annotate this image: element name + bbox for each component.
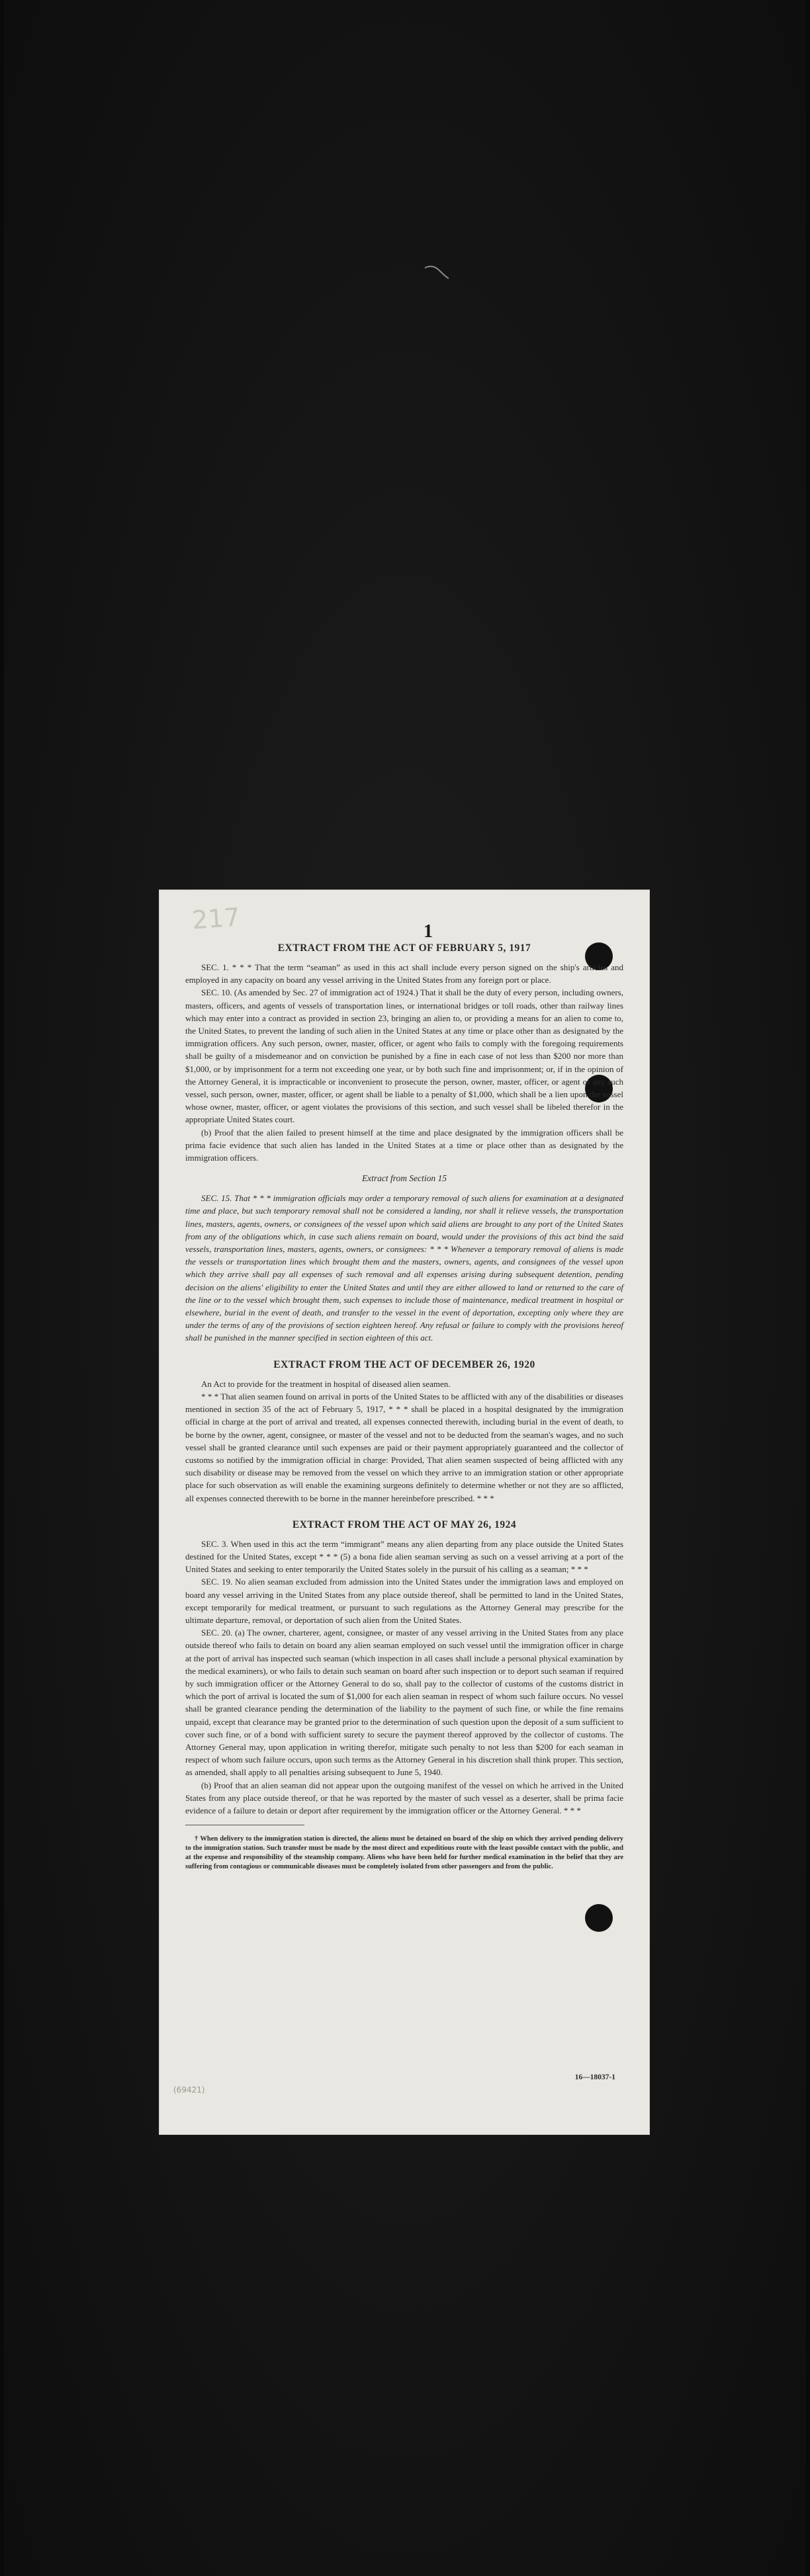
print-code: 16—18037-1 [574,2073,615,2081]
paragraph: * * * That alien seamen found on arrival in ports of the United States to be afflicted with any of the disabilities or diseases mentioned in section 35 of the act of February 5, 1917, * * * shall be placed in a hospital designated by the immigration official in charge at the port of arrival and treated, all expenses connected therewith, including burial in the event of death, to be borne by the owner, agent, consignee, or master of the vessel and not to be deducted from the seaman's wages, and no such vessel shall be granted clearance until such expenses are paid or their payment appropriately guaranteed and the collector of customs so notified by the immigration official in charge: Provided, That alien seamen suspected of being afflicted with any such disability or disease may be removed from the vessel on which they arrive to an immigration station or other appropriate place for such observation as will enable the examining surgeons definitely to determine whether or not they are so afflicted, all expenses connected therewith to be borne in the manner hereinbefore prescribed. * * * [185,1391,623,1503]
section-gap [185,1345,623,1359]
document-page [159,890,650,2135]
paragraph: (b) Proof that an alien seaman did not appear upon the outgoing manifest of the vessel on which he arrived in the United States from any place outside thereof, or that he was reported by the master of such vessel as a deserter, shall be prima facie evidence of a failure to detain or deport after requirement by the immigration officer or the Attorney General. * * * [185,1780,623,1815]
handwritten-page-number: 217 [191,902,241,935]
paragraph: SEC. 1. * * * That the term “seaman” as used in this act shall include every person signed on the ship's articles and employed in any capacity on board any vessel arriving in the United States from any foreign port or place. [185,962,623,985]
paragraph: SEC. 20. (a) The owner, charterer, agent, consignee, or master of any vessel arriving in the United States from any place outside thereof who fails to detain on board any alien seaman employed on such vessel until the immigration officer in charge at the port of arrival has inspected such seaman (which inspection in all cases shall include a personal physical examination by the medical examiners), or who fails to detain such seaman on board after such inspection or to deport such seaman if required by such immigration officer or the Attorney General to do so, shall pay to the collector of customs of the customs district in which the port of arrival is located the sum of $1,000 for each alien seaman in respect of whom such failure occurs. No vessel shall be granted clearance pending the determination of the liability to the payment of such fine, or while the fine remains unpaid, except that clearance may be granted prior to the determination of such question upon the deposit of a sum sufficient to cover such fine, or of a bond with sufficient surety to secure the payment thereof approved by the collector of customs. The Attorney General may, upon application in writing therefor, mitigate such penalty to not less than $200 for each seaman in respect of whom such failure occurs, upon such terms as the Attorney General in his discretion shall think proper. This section, as amended, shall apply to all penalties arising subsequent to June 5, 1940. [185,1628,623,1778]
section-subheading: Extract from Section 15 [361,1173,447,1184]
film-edge-left [0,0,4,2576]
document-text [185,942,623,1872]
section-heading: EXTRACT FROM THE ACT OF MAY 26, 1924 [292,1518,517,1530]
section-gap [185,1505,623,1519]
section-heading: EXTRACT FROM THE ACT OF FEBRUARY 5, 1917 [277,942,531,954]
paragraph: SEC. 3. When used in this act the term “immigrant” means any alien departing from any place outside the United States destined for the United States, except * * * (5) a bona fide alien seaman serving as such on a vessel arriving at a port of the United States and seeking to enter temporarily the United States solely in the pursuit of his calling as a seaman; * * * [185,1538,623,1575]
film-edge-right [806,0,810,2576]
punch-hole [585,1904,613,1932]
folio-mark: 1 [424,921,433,942]
paragraph: (b) Proof that the alien failed to present himself at the time and place designated by the immigration officers shall be prima facie evidence that such alien has landed in the United States at a time or place other than as designated by the immigration officers. [185,1127,623,1163]
footnote: † When delivery to the immigration station is directed, the aliens must be detained on board of the ship on which they arrived pending delivery to the immigration station. Such transfer must be made by the most direct and expeditious route with the least possible contact with the public, and at the expense and responsibility of the steamship company. Aliens who have been held for further medical examination in the belief that they are suffering from contagious or communicable diseases must be completely isolated from other passengers and from the public. [185,1835,623,1871]
paragraph: An Act to provide for the treatment in hospital of diseased alien seamen. [201,1378,451,1389]
paragraph: SEC. 19. No alien seaman excluded from admission into the United States under the immigration laws and employed on board any vessel arriving in the United States from any place outside thereof, shall be permitted to land in the United States, except temporarily for medical treatment, or pursuant to such regulations as the Attorney General may prescribe for the ultimate departure, removal, or deportation of such alien from the United States. [185,1577,623,1625]
pencil-note: (69421) [173,2085,205,2095]
film-scratch-mark [424,261,450,281]
paragraph: SEC. 10. (As amended by Sec. 27 of immigration act of 1924.) That it shall be the duty of every person, including owners, masters, officers, and agents of vessels of transportation lines, or international bridges or toll roads, other than railway lines which may enter into a contract as provided in section 23, bringing an alien to, or providing a means for an alien to come to, the United States, to prevent the landing of such alien in the United States at any time or place other than as designated by the immigration officers. Any such person, owner, master, officer, or agent who fails to comply with the foregoing requirements shall be guilty of a misdemeanor and on conviction be punished by a fine in each case of not less than $200 nor more than $1,000, or by imprisonment for a term not exceeding one year, or by both such fine and imprisonment; or, if in the opinion of the Attorney General, it is impracticable or inconvenient to prosecute the person, owner, master, officer, or agent of any such vessel, such person, owner, master, officer, or agent shall be liable to a penalty of $1,000, which shall be a lien upon the vessel whose owner, master, officer, or agent violates the provisions of this section, and such vessel shall be libeled therefor in the appropriate United States court. [185,987,623,1125]
section-heading: EXTRACT FROM THE ACT OF DECEMBER 26, 1920 [273,1358,535,1370]
paragraph: SEC. 15. That * * * immigration officials may order a temporary removal of such aliens for examination at a designated time and place, but such temporary removal shall not be considered a landing, nor shall it relieve vessels, the transportation lines, masters, agents, owners, or consignees of the vessel upon which said aliens are brought to any port of the United States from any of the obligations which, in case such aliens remain on board, would under the provisions of this act bind the said vessels, transportation lines, masters, agents, owners, or consignees: * * * Whenever a temporary removal of aliens is made the vessels or transportation lines which brought them and the masters, owners, agents, and consignees of the vessel upon which they arrive shall pay all expenses of such removal and all expenses arising during subsequent detention, pending decision on the aliens' eligibility to enter the United States and until they are either allowed to land or returned to the care of the line or to the vessel which brought them, such expenses to include those of maintenance, medical treatment in hospital or elsewhere, burial in the event of death, and transfer to the vessel in the event of deportation, excepting only where they are under the terms of any of the provisions of section eighteen hereof. Any refusal or failure to comply with the provisions hereof shall be punished in the manner specified in section eighteen of this act. [185,1193,623,1343]
